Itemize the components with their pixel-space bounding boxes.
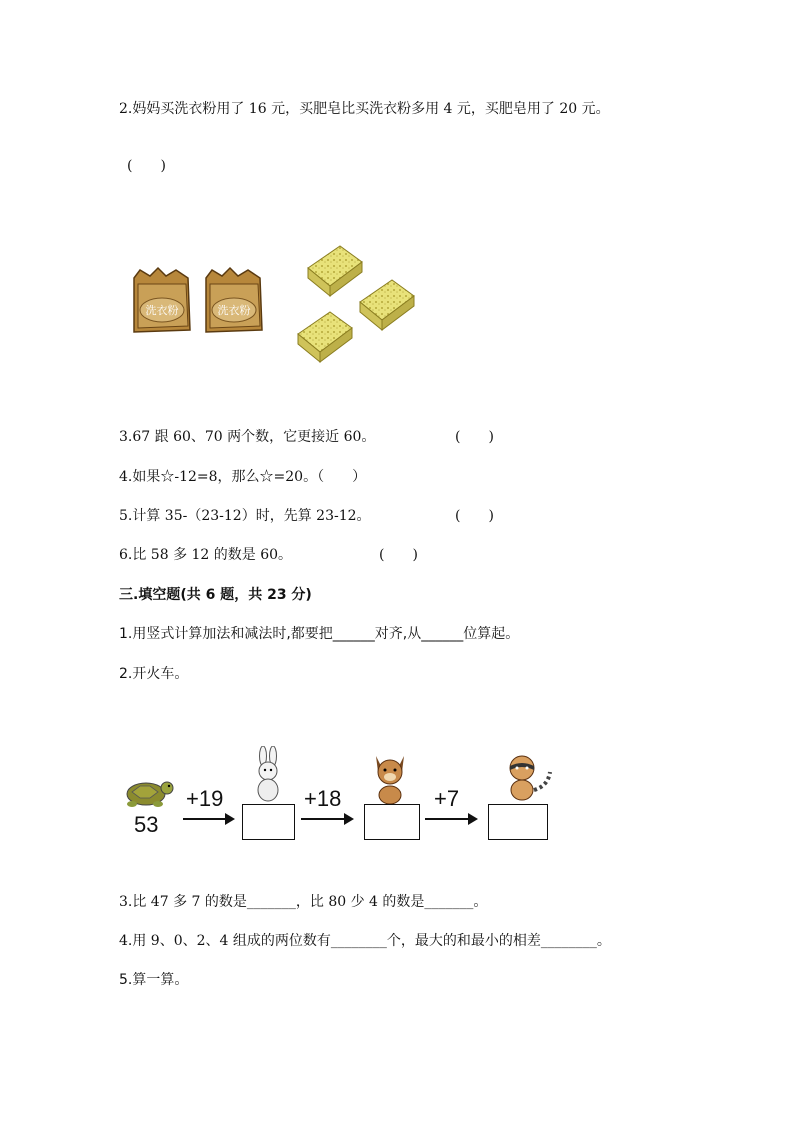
detergent-bag-2 xyxy=(206,268,262,332)
raccoon-icon xyxy=(500,750,556,802)
question-4-text: 4.如果☆-12=8，那么☆=20。（ ） xyxy=(119,469,367,485)
fill-question-2: 2.开火车。 xyxy=(119,666,189,682)
train-op-3: +7 xyxy=(434,786,460,811)
turtle-icon xyxy=(122,772,174,810)
train-answer-box-3[interactable] xyxy=(488,804,548,840)
train-answer-box-1[interactable] xyxy=(242,804,295,840)
section-heading-fill: 三.填空题(共 6 题，共 23 分) xyxy=(119,587,312,603)
bag-label-2: 洗衣粉 xyxy=(217,304,251,317)
question-2-text: 2.妈妈买洗衣粉用了 16 元，买肥皂比买洗衣粉多用 4 元，买肥皂用了 20 元。 xyxy=(119,101,610,117)
answer-paren-q3[interactable]: ( ) xyxy=(455,429,494,445)
train-arrow-1 xyxy=(183,818,233,820)
train-start-number: 53 xyxy=(134,812,159,837)
train-op-1: +19 xyxy=(186,786,224,811)
detergent-bag-1 xyxy=(134,268,190,332)
answer-paren-q5[interactable]: ( ) xyxy=(455,508,494,524)
question-5-text: 5.计算 35-（23-12）时，先算 23-12。 xyxy=(119,508,371,524)
train-arrow-3 xyxy=(425,818,476,820)
soap-bar-3 xyxy=(298,312,352,362)
detergent-and-soap-image xyxy=(128,240,428,370)
answer-paren-q2[interactable]: ( ) xyxy=(127,158,166,174)
fill-question-5: 5.算一算。 xyxy=(119,972,189,988)
fill-question-3: 3.比 47 多 7 的数是_______，比 80 少 4 的数是_______。 xyxy=(119,894,488,910)
soap-bar-2 xyxy=(360,280,414,330)
question-6-text: 6.比 58 多 12 的数是 60。 xyxy=(119,547,293,563)
question-3-text: 3.67 跟 60、70 两个数，它更接近 60。 xyxy=(119,429,376,445)
answer-paren-q6[interactable]: ( ) xyxy=(379,547,418,563)
soap-bar-1 xyxy=(308,246,362,296)
rabbit-icon xyxy=(252,746,284,802)
bag-label-1: 洗衣粉 xyxy=(145,304,179,317)
train-op-2: +18 xyxy=(304,786,342,811)
dog-icon xyxy=(370,750,410,804)
fill-question-4: 4.用 9、0、2、4 组成的两位数有________个，最大的和最小的相差________。 xyxy=(119,933,611,949)
train-arrow-2 xyxy=(301,818,352,820)
train-answer-box-2[interactable] xyxy=(364,804,420,840)
fill-question-1: 1.用竖式计算加法和减法时,都要把______对齐,从______位算起。 xyxy=(119,626,520,642)
